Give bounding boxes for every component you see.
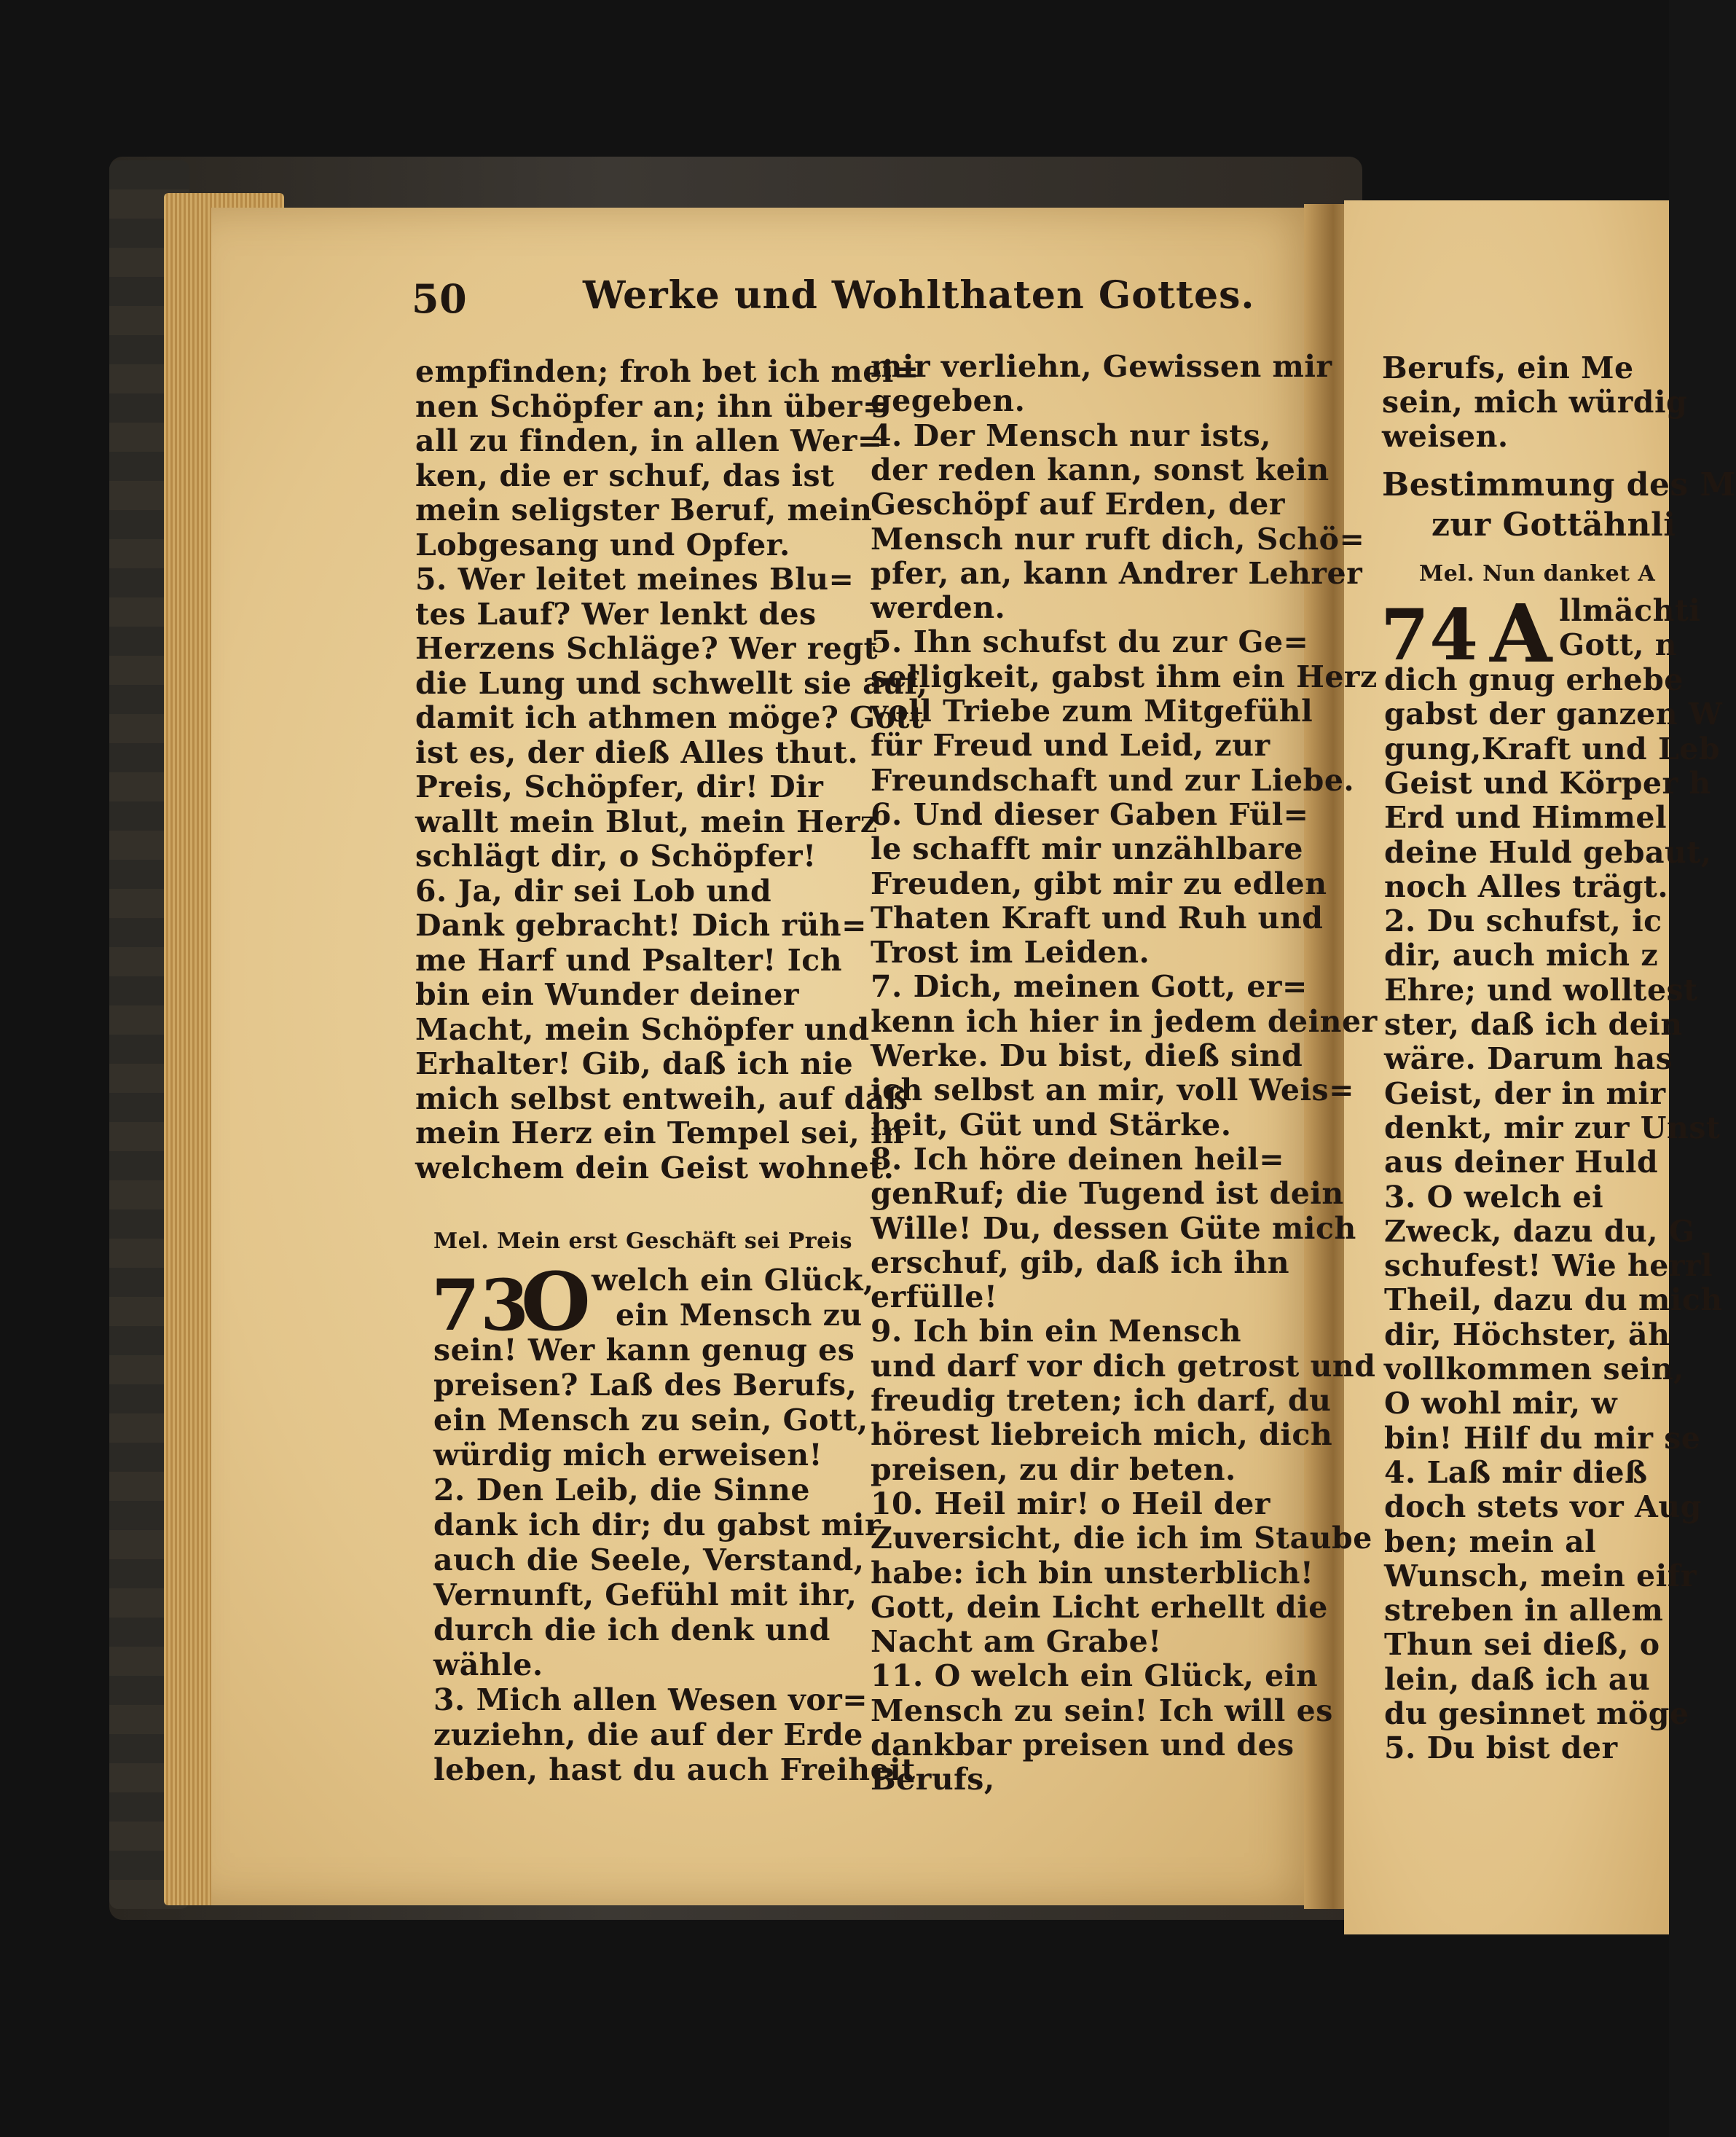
text-line: bin ein Wunder deiner [415, 977, 800, 1012]
text-line: werden. [871, 590, 1006, 626]
hymn-74-drop-cap: A [1490, 587, 1552, 681]
text-line: wallt mein Blut, mein Herz [415, 804, 878, 839]
text-line: 4. Der Mensch nur ists, [871, 417, 1271, 453]
text-line: Macht, mein Schöpfer und [415, 1011, 870, 1047]
text-line: schufest! Wie herrl [1384, 1248, 1713, 1284]
text-line: durch die ich denk und [433, 1612, 830, 1647]
text-line: 9. Ich bin ein Mensch [871, 1314, 1242, 1349]
text-line: 6. Und dieser Gaben Fül= [871, 796, 1309, 832]
text-line: 2. Du schufst, ic [1384, 903, 1662, 939]
text-line: me Harf und Psalter! Ich [415, 942, 843, 978]
text-line: preisen? Laß des Berufs, [433, 1368, 857, 1403]
text-line: Freuden, gibt mir zu edlen [871, 866, 1327, 901]
text-line: Wunsch, mein eifr [1384, 1558, 1697, 1593]
text-line: sein, mich würdig [1382, 385, 1688, 420]
text-line: Geist und Körper h [1384, 765, 1711, 801]
text-line: bin! Hilf du mir se [1384, 1420, 1701, 1456]
hymn-74-first-line-1: llmächti [1559, 593, 1701, 628]
text-line: gung,Kraft und Leb [1384, 731, 1721, 766]
text-line: hörest liebreich mich, dich [871, 1417, 1333, 1453]
text-line: nen Schöpfer an; ihn über= [415, 388, 888, 424]
hymn-73-first-line-2: ein Mensch zu [616, 1298, 863, 1333]
text-line: Zweck, dazu du, G [1384, 1213, 1695, 1249]
text-line: 3. Mich allen Wesen vor= [433, 1682, 868, 1717]
hymn-74-number: 74 [1380, 594, 1479, 676]
text-line: schlägt dir, o Schöpfer! [415, 839, 817, 874]
text-line: welchem dein Geist wohnet. [415, 1150, 895, 1185]
text-line: du gesinnet möge [1384, 1696, 1689, 1731]
hymn-73-drop-cap: O [521, 1255, 592, 1349]
text-line: Erd und Himmel [1384, 800, 1668, 836]
text-line: leben, hast du auch Freiheit [433, 1752, 916, 1787]
text-line: Geist, der in mir [1384, 1075, 1666, 1111]
text-line: mein seligster Beruf, mein [415, 493, 873, 528]
text-line: Thaten Kraft und Ruh und [871, 900, 1324, 936]
text-line: Mensch zu sein! Ich will es [871, 1693, 1333, 1728]
text-line: Berufs, ein Me [1382, 350, 1634, 385]
text-line: wähle. [433, 1647, 543, 1682]
text-line: voll Triebe zum Mitgefühl [871, 694, 1313, 729]
text-line: deine Huld gebaut, [1384, 834, 1712, 870]
text-line: gabst der ganzen W [1384, 697, 1723, 732]
text-line: all zu finden, in allen Wer= [415, 423, 883, 458]
text-line: Mensch nur ruft dich, Schö= [871, 521, 1365, 557]
text-line: heit, Güt und Stärke. [871, 1107, 1232, 1142]
text-line: Geschöpf auf Erden, der [871, 487, 1285, 522]
text-line: Nacht am Grabe! [871, 1624, 1162, 1660]
text-line: le schafft mir unzählbare [871, 831, 1303, 867]
text-line: vollkommen sein, [1384, 1352, 1684, 1387]
text-line: 4. Laß mir dieß [1384, 1454, 1648, 1490]
hymn-73-number: 73 [431, 1264, 530, 1346]
text-line: empfinden; froh bet ich mei= [415, 354, 919, 389]
text-line: wäre. Darum has [1384, 1041, 1673, 1077]
page-number: 50 [412, 275, 468, 322]
text-line: Ehre; und wolltest [1384, 972, 1698, 1008]
text-line: Lobgesang und Opfer. [415, 527, 790, 562]
text-line: Wille! Du, dessen Güte mich [871, 1210, 1356, 1246]
text-line: preisen, zu dir beten. [871, 1451, 1236, 1487]
text-line: Zuversicht, die ich im Staube [871, 1521, 1372, 1556]
text-line: mein Herz ein Tempel sei, in [415, 1115, 905, 1150]
text-line: kenn ich hier in jedem deiner [871, 1003, 1378, 1039]
text-line: 7. Dich, meinen Gott, er= [871, 969, 1308, 1005]
text-line: Thun sei dieß, o [1384, 1627, 1660, 1663]
text-line: Gott, dein Licht erhellt die [871, 1589, 1328, 1625]
text-line: dank ich dir; du gabst mir [433, 1507, 881, 1542]
text-line: streben in allem [1384, 1593, 1664, 1628]
text-line: Erhalter! Gib, daß ich nie [415, 1046, 854, 1081]
text-line: dich gnug erhebe [1384, 662, 1684, 697]
text-line: genRuf; die Tugend ist dein [871, 1176, 1344, 1212]
text-line: tes Lauf? Wer lenkt des [415, 596, 817, 632]
text-line: und darf vor dich getrost und [871, 1348, 1376, 1384]
text-line: ich selbst an mir, voll Weis= [871, 1073, 1354, 1108]
text-line: mir verliehn, Gewissen mir [871, 349, 1332, 384]
text-line: O wohl mir, w [1384, 1386, 1618, 1422]
text-line: erschuf, gib, daß ich ihn [871, 1244, 1290, 1280]
text-line: dir, auch mich z [1384, 938, 1659, 973]
text-line: aus deiner Huld [1384, 1145, 1659, 1180]
text-line: Vernunft, Gefühl mit ihr, [433, 1577, 857, 1612]
text-line: Berufs, [871, 1762, 995, 1797]
text-line: 5. Ihn schufst du zur Ge= [871, 624, 1309, 660]
text-line: würdig mich erweisen! [433, 1438, 823, 1473]
text-line: die Lung und schwellt sie auf, [415, 665, 928, 701]
text-line: 2. Den Leib, die Sinne [433, 1473, 810, 1507]
text-line: noch Alles trägt. [1384, 868, 1669, 904]
text-line: ster, daß ich dein [1384, 1007, 1683, 1042]
text-line: ben; mein al [1384, 1524, 1597, 1559]
text-line: ein Mensch zu sein, Gott, [433, 1403, 868, 1438]
text-line: Freundschaft und zur Liebe. [871, 762, 1355, 798]
text-line: doch stets vor Aug [1384, 1489, 1702, 1525]
text-line: 6. Ja, dir sei Lob und [415, 873, 772, 909]
hymn-74-melody: Mel. Nun danket A [1419, 561, 1656, 587]
text-line: 8. Ich höre deinen heil= [871, 1141, 1285, 1177]
hymn-73-first-line-1: welch ein Glück, [592, 1263, 874, 1298]
text-line: weisen. [1382, 419, 1509, 454]
text-line: sein! Wer kann genug es [433, 1333, 855, 1368]
text-line: lein, daß ich au [1384, 1661, 1651, 1697]
text-line: Preis, Schöpfer, dir! Dir [415, 769, 824, 804]
text-line: Herzens Schläge? Wer regt [415, 631, 878, 666]
text-line: denkt, mir zur Unst [1384, 1110, 1721, 1145]
text-line: Trost im Leiden. [871, 935, 1150, 971]
text-line: 11. O welch ein Glück, ein [871, 1658, 1319, 1694]
text-line: 5. Du bist der [1384, 1730, 1618, 1766]
text-line: zuziehn, die auf der Erde [433, 1717, 863, 1752]
text-line: der reden kann, sonst kein [871, 452, 1330, 487]
text-line: Dank gebracht! Dich rüh= [415, 908, 867, 943]
running-title: Werke und Wohlthaten Gottes. [583, 273, 1255, 318]
section-title-1: Bestimmung des M [1382, 466, 1736, 503]
section-title-2: zur Gottähnli [1431, 506, 1676, 544]
hymn-74-first-line-2: Gott, n [1559, 627, 1678, 662]
text-line: auch die Seele, Verstand, [433, 1542, 865, 1577]
text-line: habe: ich bin unsterblich! [871, 1555, 1314, 1591]
text-line: 5. Wer leitet meines Blu= [415, 562, 855, 597]
text-line: dankbar preisen und des [871, 1728, 1295, 1762]
text-line: damit ich athmen möge? Gott [415, 700, 924, 735]
text-line: 10. Heil mir! o Heil der [871, 1486, 1270, 1521]
text-line: Werke. Du bist, dieß sind [871, 1038, 1303, 1073]
text-line: freudig treten; ich darf, du [871, 1383, 1332, 1418]
text-line: pfer, an, kann Andrer Lehrer [871, 555, 1363, 591]
text-line: ken, die er schuf, das ist [415, 458, 835, 493]
text-line: 3. O welch ei [1384, 1179, 1604, 1215]
hymn-73-melody: Mel. Mein erst Geschäft sei Preis [433, 1228, 852, 1254]
text-line: ist es, der dieß Alles thut. [415, 734, 859, 770]
text-line: Theil, dazu du mich [1384, 1282, 1723, 1318]
text-line: dir, Höchster, äh [1384, 1317, 1670, 1352]
text-line: mich selbst entweih, auf daß [415, 1081, 908, 1116]
text-line: für Freud und Leid, zur [871, 728, 1270, 764]
text-line: gegeben. [871, 383, 1026, 419]
text-line: erfülle! [871, 1279, 998, 1315]
text-line: selligkeit, gabst ihm ein Herz [871, 659, 1378, 694]
